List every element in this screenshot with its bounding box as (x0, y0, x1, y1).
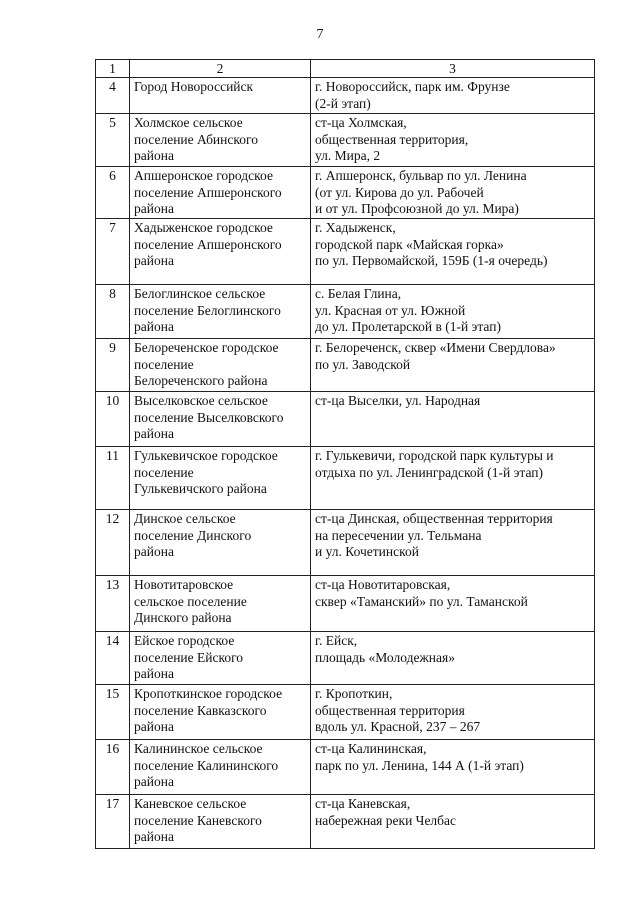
location-description: ст-ца Выселки, ул. Народная (311, 392, 595, 447)
settlements-table (95, 59, 595, 849)
table-row (96, 114, 595, 167)
location-description: ст-ца Новотитаровская, сквер «Таманский» по ул. Таманской (311, 576, 595, 632)
row-number: 10 (96, 392, 130, 447)
settlement-name: Город Новороссийск (130, 78, 311, 114)
row-number: 14 (96, 632, 130, 685)
row-number: 12 (96, 510, 130, 576)
settlement-name: Хадыженское городское поселение Апшеронского района (130, 219, 311, 285)
table-row (96, 339, 595, 392)
location-description: г. Апшеронск, бульвар по ул. Ленина (от ул. Кирова до ул. Рабочей и от ул. Профсоюзной до ул. Мира) (311, 167, 595, 219)
location-description: ст-ца Каневская, набережная реки Челбас (311, 795, 595, 849)
location-description: г. Белореченск, сквер «Имени Свердлова» по ул. Заводской (311, 339, 595, 392)
settlement-name: Каневское сельское поселение Каневского района (130, 795, 311, 849)
row-number: 6 (96, 167, 130, 219)
row-number: 17 (96, 795, 130, 849)
location-description: г. Ейск, площадь «Молодежная» (311, 632, 595, 685)
settlement-name: Кропоткинское городское поселение Кавказского района (130, 685, 311, 740)
location-description: ст-ца Холмская, общественная территория, ул. Мира, 2 (311, 114, 595, 167)
table-row (96, 632, 595, 685)
row-number: 4 (96, 78, 130, 114)
location-description: г. Новороссийск, парк им. Фрунзе (2-й этап) (311, 78, 595, 114)
location-description: г. Кропоткин, общественная территория вдоль ул. Красной, 237 – 267 (311, 685, 595, 740)
table-header-row (96, 60, 595, 78)
table-row (96, 510, 595, 576)
table-row (96, 392, 595, 447)
header-cell-1: 1 (96, 60, 130, 78)
header-cell-3: 3 (311, 60, 595, 78)
settlement-name: Новотитаровское сельское поселение Динского района (130, 576, 311, 632)
location-description: г. Хадыженск, городской парк «Майская горка» по ул. Первомайской, 159Б (1-я очередь) (311, 219, 595, 285)
location-description: ст-ца Калининская, парк по ул. Ленина, 144 А (1-й этап) (311, 740, 595, 795)
row-number: 16 (96, 740, 130, 795)
settlement-name: Белореченское городское поселение Белореченского района (130, 339, 311, 392)
row-number: 9 (96, 339, 130, 392)
table-row (96, 285, 595, 339)
table-row (96, 795, 595, 849)
row-number: 5 (96, 114, 130, 167)
settlement-name: Холмское сельское поселение Абинского района (130, 114, 311, 167)
page-number: 7 (316, 27, 324, 42)
row-number: 11 (96, 447, 130, 510)
table-row (96, 219, 595, 285)
settlement-name: Апшеронское городское поселение Апшеронского района (130, 167, 311, 219)
table-row (96, 740, 595, 795)
header-cell-2: 2 (130, 60, 311, 78)
row-number: 13 (96, 576, 130, 632)
settlement-name: Динское сельское поселение Динского района (130, 510, 311, 576)
table-row (96, 685, 595, 740)
location-description: ст-ца Динская, общественная территория на пересечении ул. Тельмана и ул. Кочетинской (311, 510, 595, 576)
row-number: 8 (96, 285, 130, 339)
settlement-name: Гулькевичское городское поселение Гулькевичского района (130, 447, 311, 510)
location-description: г. Гулькевичи, городской парк культуры и отдыха по ул. Ленинградской (1-й этап) (311, 447, 595, 510)
row-number: 7 (96, 219, 130, 285)
table-row (96, 576, 595, 632)
row-number: 15 (96, 685, 130, 740)
settlement-name: Ейское городское поселение Ейского района (130, 632, 311, 685)
table-row (96, 167, 595, 219)
settlement-name: Калининское сельское поселение Калининского района (130, 740, 311, 795)
table-row (96, 447, 595, 510)
location-description: с. Белая Глина, ул. Красная от ул. Южной до ул. Пролетарской в (1-й этап) (311, 285, 595, 339)
settlement-name: Выселковское сельское поселение Выселковского района (130, 392, 311, 447)
settlement-name: Белоглинское сельское поселение Белоглинского района (130, 285, 311, 339)
table-row (96, 78, 595, 114)
